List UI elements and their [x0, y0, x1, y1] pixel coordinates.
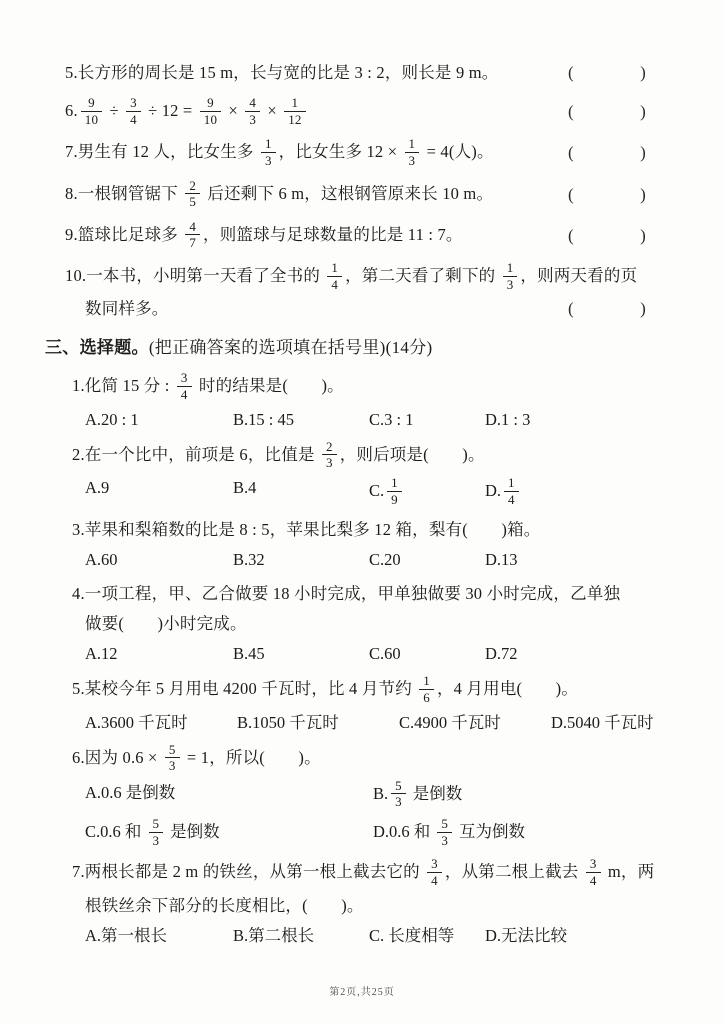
choice-question-6-option-a: A.0.6 是倒数	[85, 782, 176, 802]
choice-question-1	[45, 370, 674, 432]
choice-question-3-options	[45, 547, 674, 573]
choice-question-7-option-c: C. 长度相等	[369, 925, 455, 945]
choice-question-4-option-c: C.60	[369, 644, 401, 664]
choice-question-6	[45, 742, 674, 851]
choice-question-3-option-a: A.60	[85, 550, 118, 570]
choice-question-2-option-a: A.9	[85, 477, 110, 497]
tf-question-8-text: 8.一根钢管锯下 $\frac{2}{5}$ 后还剩下 6 m，这根钢管原来长 10 m。	[65, 177, 494, 210]
fraction: $\frac{2}{5}$	[185, 179, 200, 209]
choice-question-1-option-d: D.1 : 3	[485, 409, 531, 429]
fraction: $\frac{5}{3}$	[149, 817, 164, 847]
fraction: $\frac{5}{3}$	[165, 743, 180, 773]
tf-question-6	[45, 95, 674, 129]
choice-question-4-text-line1: 4.一项工程，甲、乙合做要 18 小时完成，甲单独做要 30 小时完成，乙单独	[72, 584, 621, 604]
fraction: $\frac{4}{7}$	[185, 220, 200, 250]
choice-question-7-options	[45, 923, 674, 949]
answer-bracket-open: (	[568, 63, 574, 82]
fraction: $\frac{3}{4}$	[126, 96, 141, 126]
answer-bracket-close: )	[640, 102, 646, 122]
fraction: $\frac{3}{4}$	[177, 371, 192, 401]
choice-question-1-text: 1.化简 15 分 : $\frac{3}{4}$ 时的结果是( )。	[72, 370, 344, 403]
choice-question-7-option-b: B.第二根长	[233, 925, 315, 945]
answer-bracket-open: (	[568, 225, 574, 245]
answer-bracket-open: (	[568, 299, 574, 319]
tf-question-10-line1: 10.一本书，小明第一天看了全书的 $\frac{1}{4}$ ，第二天看了剩下的 $\frac{1}{3}$ ，则两天看的页	[65, 260, 638, 292]
choice-question-4-text-line2: 做要( )小时完成。	[85, 614, 247, 634]
choice-question-1-option-c: C.3 : 1	[369, 409, 414, 429]
choice-question-7-text-line1: 7.两根长都是 2 m 的铁丝，从第一根上截去它的 $\frac{3}{4}$ ，从第二根上截去 $\frac{3}{4}$ m，两	[72, 856, 655, 889]
tf-question-5	[45, 58, 674, 88]
fraction: $\frac{1}{3}$	[503, 261, 518, 291]
answer-bracket-close: )	[640, 143, 646, 163]
choice-question-4	[45, 579, 674, 667]
choice-question-1-option-b: B.15 : 45	[233, 409, 294, 429]
choice-question-2-text: 2.在一个比中，前项是 6，比值是 $\frac{2}{3}$ ，则后项是( )。	[72, 438, 485, 471]
choice-question-3-option-b: B.32	[233, 550, 265, 570]
choice-question-5-option-a: A.3600 千瓦时	[85, 712, 188, 732]
tf-question-5-text: 5.长方形的周长是 15 m，长与宽的比是 3 : 2，则长是 9 m。	[65, 63, 499, 82]
choice-question-3	[45, 515, 674, 573]
tf-question-8-answer-bracket	[568, 180, 646, 210]
answer-bracket-close: )	[640, 225, 646, 245]
tf-question-10-text: 数同样多。	[85, 299, 169, 319]
tf-question-7-answer-bracket	[568, 138, 646, 168]
choice-question-2-option-c: C. $\frac{1}{9}$	[369, 475, 485, 509]
choice-question-5-text: 5.某校今年 5 月用电 4200 千瓦时，比 4 月节约 $\frac{1}{6}$ ，4 月用电( )。	[72, 673, 579, 705]
fraction: $\frac{1}{6}$	[419, 674, 434, 704]
fraction: $\frac{3}{4}$	[586, 857, 601, 887]
fraction: $\frac{5}{3}$	[437, 817, 452, 847]
tf-question-9-answer-bracket	[568, 221, 646, 251]
fraction: $\frac{1}{9}$	[387, 476, 402, 506]
tf-question-7	[45, 136, 674, 170]
choice-question-7-text-line2: 根铁丝余下部分的长度相比，( )。	[85, 895, 364, 915]
fraction: $\frac{3}{4}$	[427, 857, 442, 887]
choice-question-7	[45, 856, 674, 948]
choice-question-2	[45, 439, 674, 510]
answer-bracket-open: (	[568, 143, 574, 163]
fraction: $\frac{4}{3}$	[245, 96, 260, 126]
answer-bracket-close: )	[640, 184, 646, 204]
fraction: $\frac{5}{3}$	[391, 779, 406, 809]
answer-bracket-open: (	[568, 184, 574, 204]
fraction: $\frac{1}{4}$	[504, 476, 519, 506]
choice-question-5-option-b: B.1050 千瓦时	[237, 712, 339, 732]
section-heading-sub: (把正确答案的选项填在括号里)(14分)	[148, 338, 433, 358]
tf-question-9	[45, 219, 674, 253]
choice-question-5-option-d: D.5040 千瓦时	[551, 712, 654, 732]
choice-question-4-option-b: B.45	[233, 644, 265, 664]
tf-question-10-answer-bracket	[568, 294, 646, 324]
choice-question-5	[45, 673, 674, 735]
choice-question-2-options	[45, 475, 674, 509]
choice-question-4-option-a: A.12	[85, 644, 118, 664]
tf-question-8	[45, 178, 674, 212]
choice-question-1-options	[45, 407, 674, 433]
page-number: 第2页,共25页	[329, 987, 395, 998]
choice-question-3-option-d: D.13	[485, 550, 518, 570]
choice-question-2-option-d: D. $\frac{1}{4}$	[485, 475, 674, 509]
choice-question-5-option-c: C.4900 千瓦时	[399, 712, 501, 732]
choice-question-6-option-d: D.0.6 和 $\frac{5}{3}$ 互为倒数	[373, 816, 526, 848]
choice-question-1-option-a: A.20 : 1	[85, 409, 139, 429]
tf-question-7-text: 7.男生有 12 人，比女生多 $\frac{1}{3}$ ，比女生多 12 × $\frac{1}{3}$ = 4(人)。	[65, 136, 494, 168]
choice-question-3-text: 3.苹果和梨箱数的比是 8 : 5，苹果比梨多 12 箱，梨有( )箱。	[72, 520, 541, 540]
choice-question-2-option-b: B.4	[233, 477, 257, 497]
choice-question-6-option-c: C.0.6 和 $\frac{5}{3}$ 是倒数	[85, 816, 220, 848]
fraction: $\frac{2}{3}$	[322, 440, 337, 470]
fraction: $\frac{1}{3}$	[405, 137, 420, 167]
choice-question-4-option-d: D.72	[485, 644, 518, 664]
section-heading-choice	[45, 334, 674, 362]
fraction: $\frac{1}{4}$	[327, 261, 342, 291]
tf-question-9-text: 9.篮球比足球多 $\frac{4}{7}$ ，则篮球与足球数量的比是 11 : 7。	[65, 218, 463, 251]
choice-question-7-option-a: A.第一根长	[85, 925, 168, 945]
choice-question-5-options	[45, 710, 674, 736]
tf-question-5-answer-bracket	[568, 58, 646, 88]
choice-question-3-option-c: C.20	[369, 550, 401, 570]
tf-question-6-answer-bracket	[568, 97, 646, 127]
choice-question-7-option-d: D.无法比较	[485, 925, 568, 945]
answer-bracket-open: (	[568, 102, 574, 122]
choice-question-6-option-b: B. $\frac{5}{3}$ 是倒数	[373, 777, 463, 810]
choice-question-4-options	[45, 641, 674, 667]
fraction: $\frac{1}{3}$	[261, 137, 276, 167]
choice-question-6-text: 6.因为 0.6 × $\frac{5}{3}$ = 1，所以( )。	[72, 741, 321, 774]
answer-bracket-close: )	[640, 299, 646, 319]
fraction: $\frac{9}{10}$	[81, 96, 102, 126]
fraction: $\frac{1}{12}$	[284, 96, 305, 126]
tf-question-6-text: 6. $\frac{9}{10}$ ÷ $\frac{3}{4}$ ÷ 12 = $\frac{9}{10}$ × $\frac{4}{3}$ × $\frac{1}{12}$	[65, 95, 568, 129]
section-heading-main: 三、选择题。	[45, 338, 149, 358]
tf-question-10-line2	[45, 294, 674, 324]
answer-bracket-close: )	[640, 63, 646, 82]
choice-question-6-options	[45, 778, 674, 851]
fraction: $\frac{9}{10}$	[200, 96, 221, 126]
